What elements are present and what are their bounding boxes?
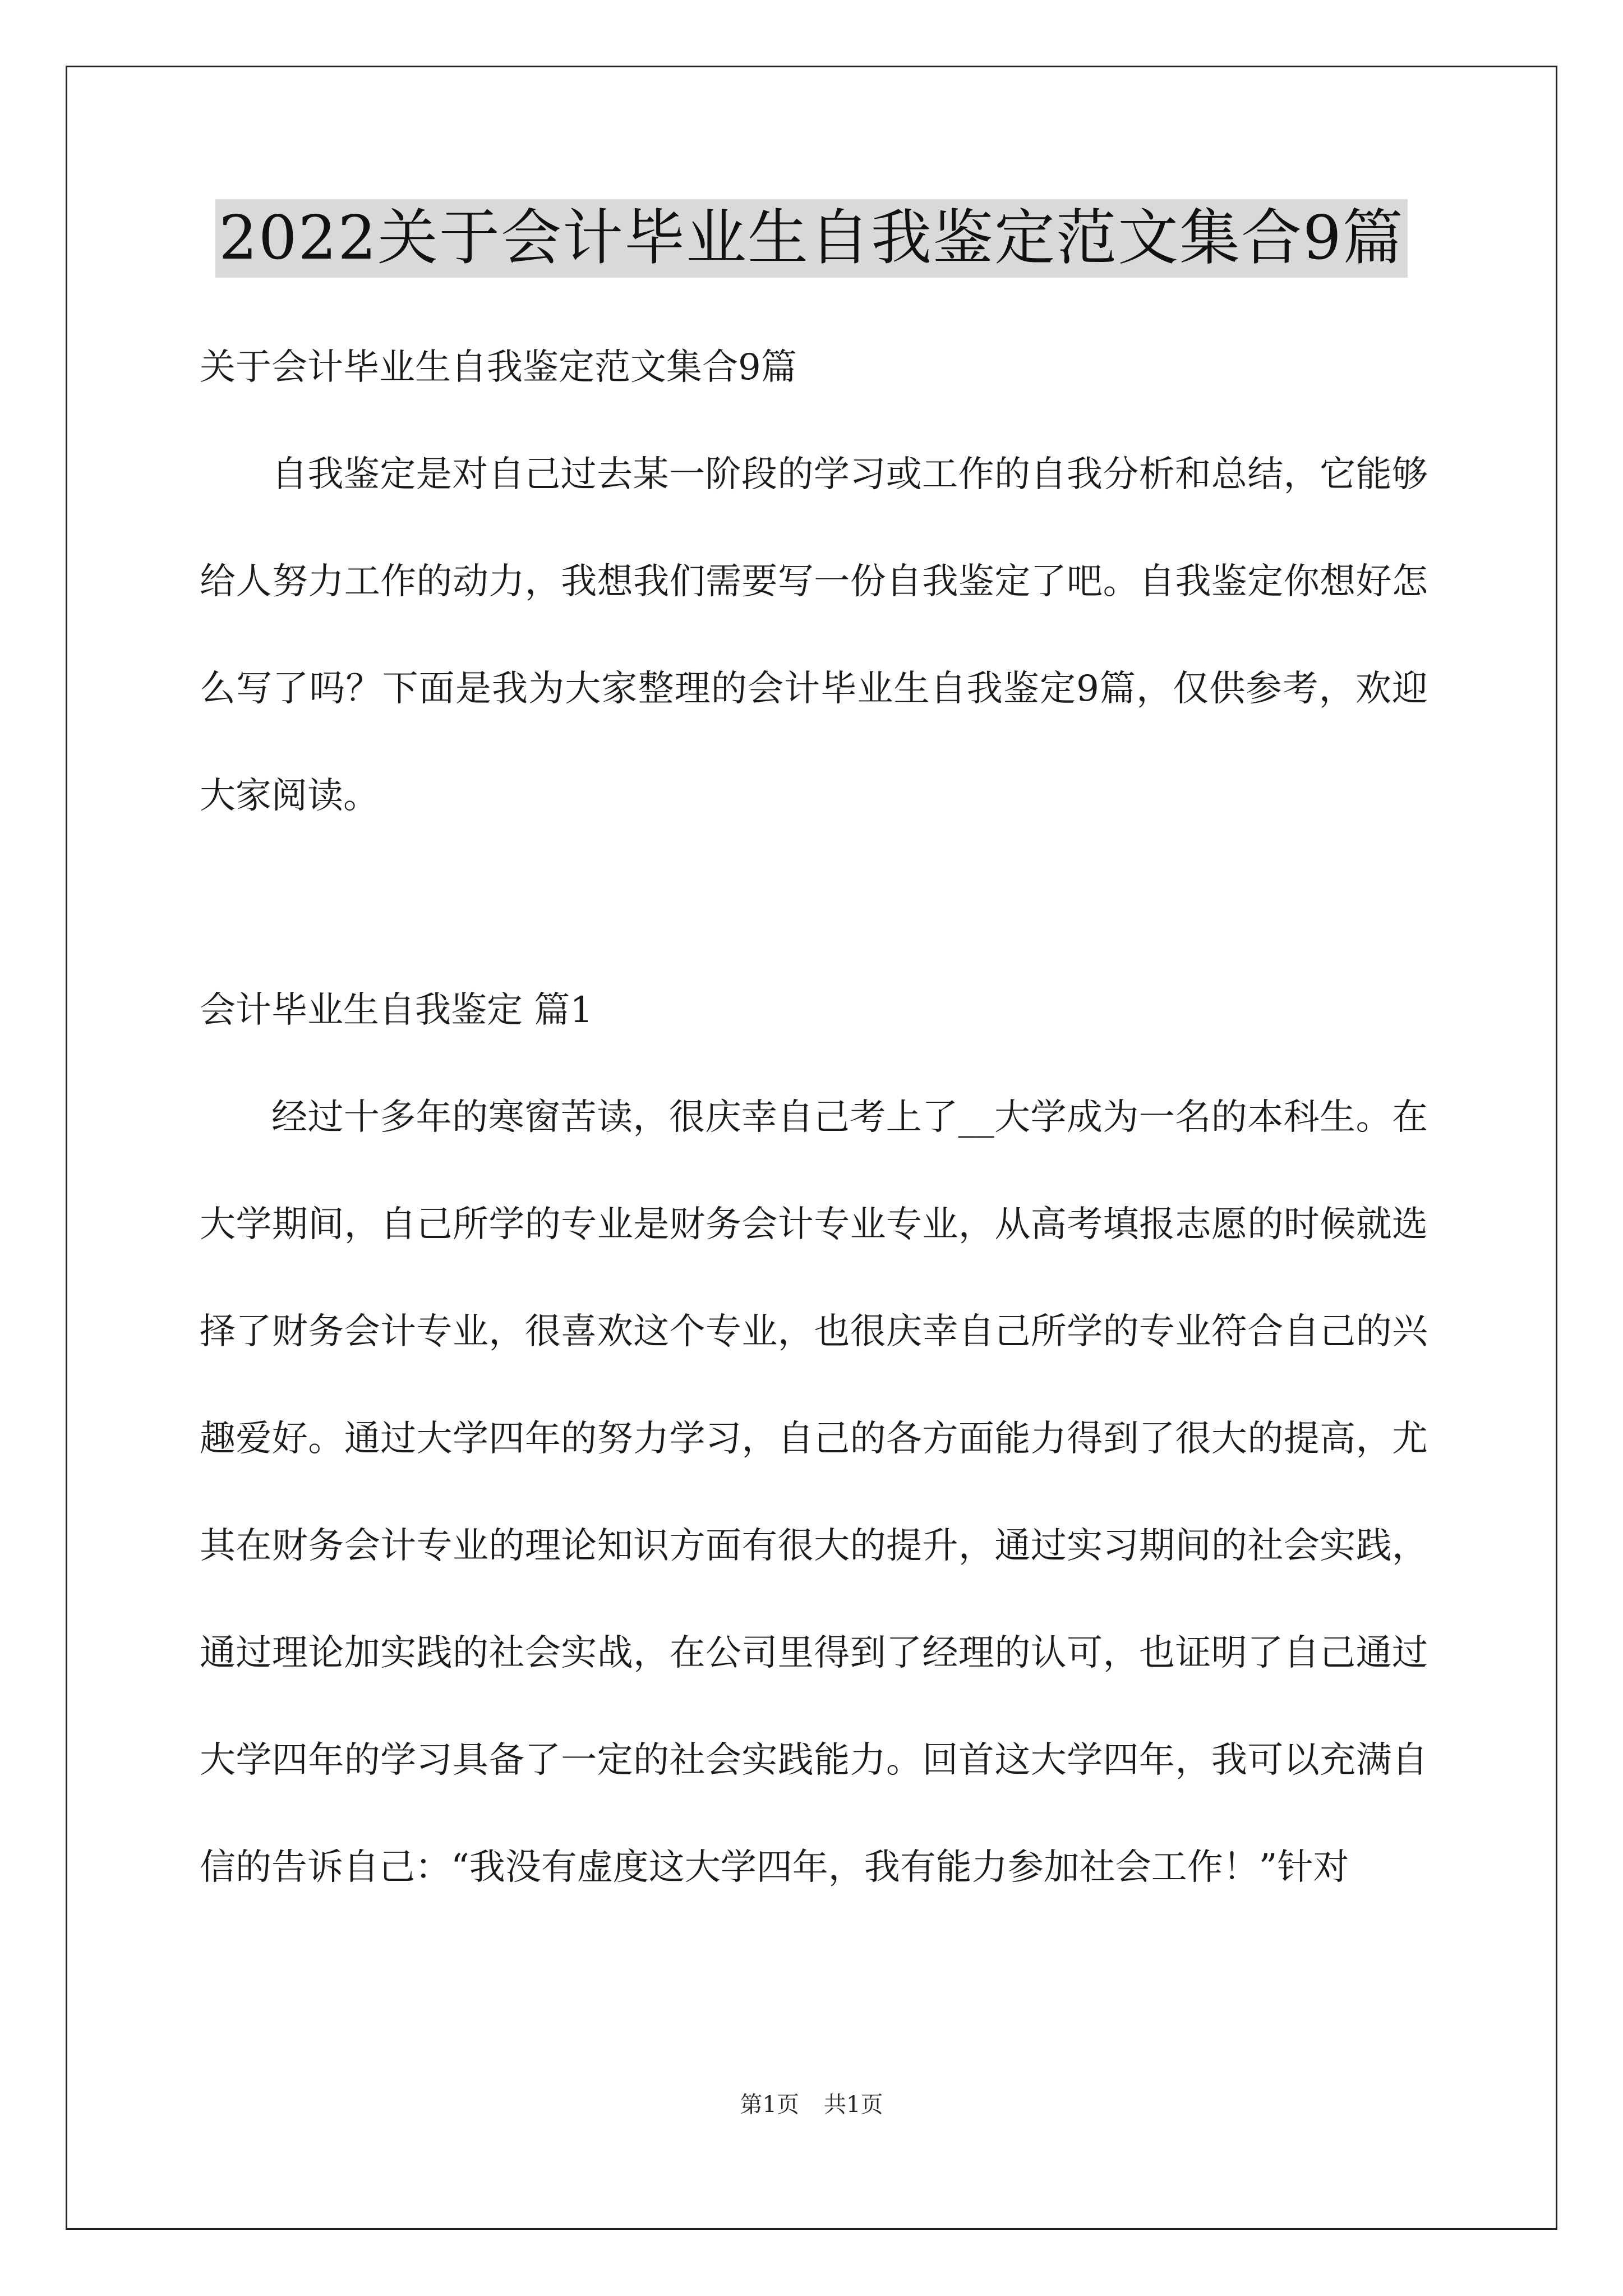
paragraph-spacer bbox=[200, 850, 1428, 957]
section-paragraph: 经过十多年的寒窗苦读，很庆幸自己考上了__大学成为一名的本科生。在大学期间，自己所学的专业是财务会计专业专业，从高考填报志愿的时候就选择了财务会计专业，很喜欢这个专业，也很庆幸自己所学的专业符合自己的兴趣爱好。通过大学四年的努力学习，自己的各方面能力得到了很大的提高，尤其在财务会计专业的理论知识方面有很大的提升，通过实习期间的社会实践，通过理论加实践的社会实战，在公司里得到了经理的认可，也证明了自己通过大学四年的学习具备了一定的社会实践能力。回首这大学四年，我可以充满自信的告诉自己：“我没有虚度这大学四年，我有能力参加社会工作！”针对 bbox=[200, 1097, 1428, 1888]
intro-paragraph: 自我鉴定是对自己过去某一阶段的学习或工作的自我分析和总结，它能够给人努力工作的动力，我想我们需要写一份自我鉴定了吧。自我鉴定你想好怎么写了吗？下面是我为大家整理的会计毕业生自我鉴定9篇，仅供参考，欢迎大家阅读。 bbox=[200, 454, 1428, 817]
title-container bbox=[0, 199, 1623, 278]
page-number-current: 第1页 bbox=[740, 2092, 799, 2118]
document-body bbox=[200, 314, 1428, 1921]
section-heading: 会计毕业生自我鉴定 篇1 bbox=[200, 990, 593, 1031]
document-subtitle: 关于会计毕业生自我鉴定范文集合9篇 bbox=[200, 347, 797, 388]
document-title: 2022关于会计毕业生自我鉴定范文集合9篇 bbox=[215, 199, 1408, 278]
page-footer bbox=[0, 2087, 1623, 2119]
page-number-total: 共1页 bbox=[824, 2092, 883, 2118]
